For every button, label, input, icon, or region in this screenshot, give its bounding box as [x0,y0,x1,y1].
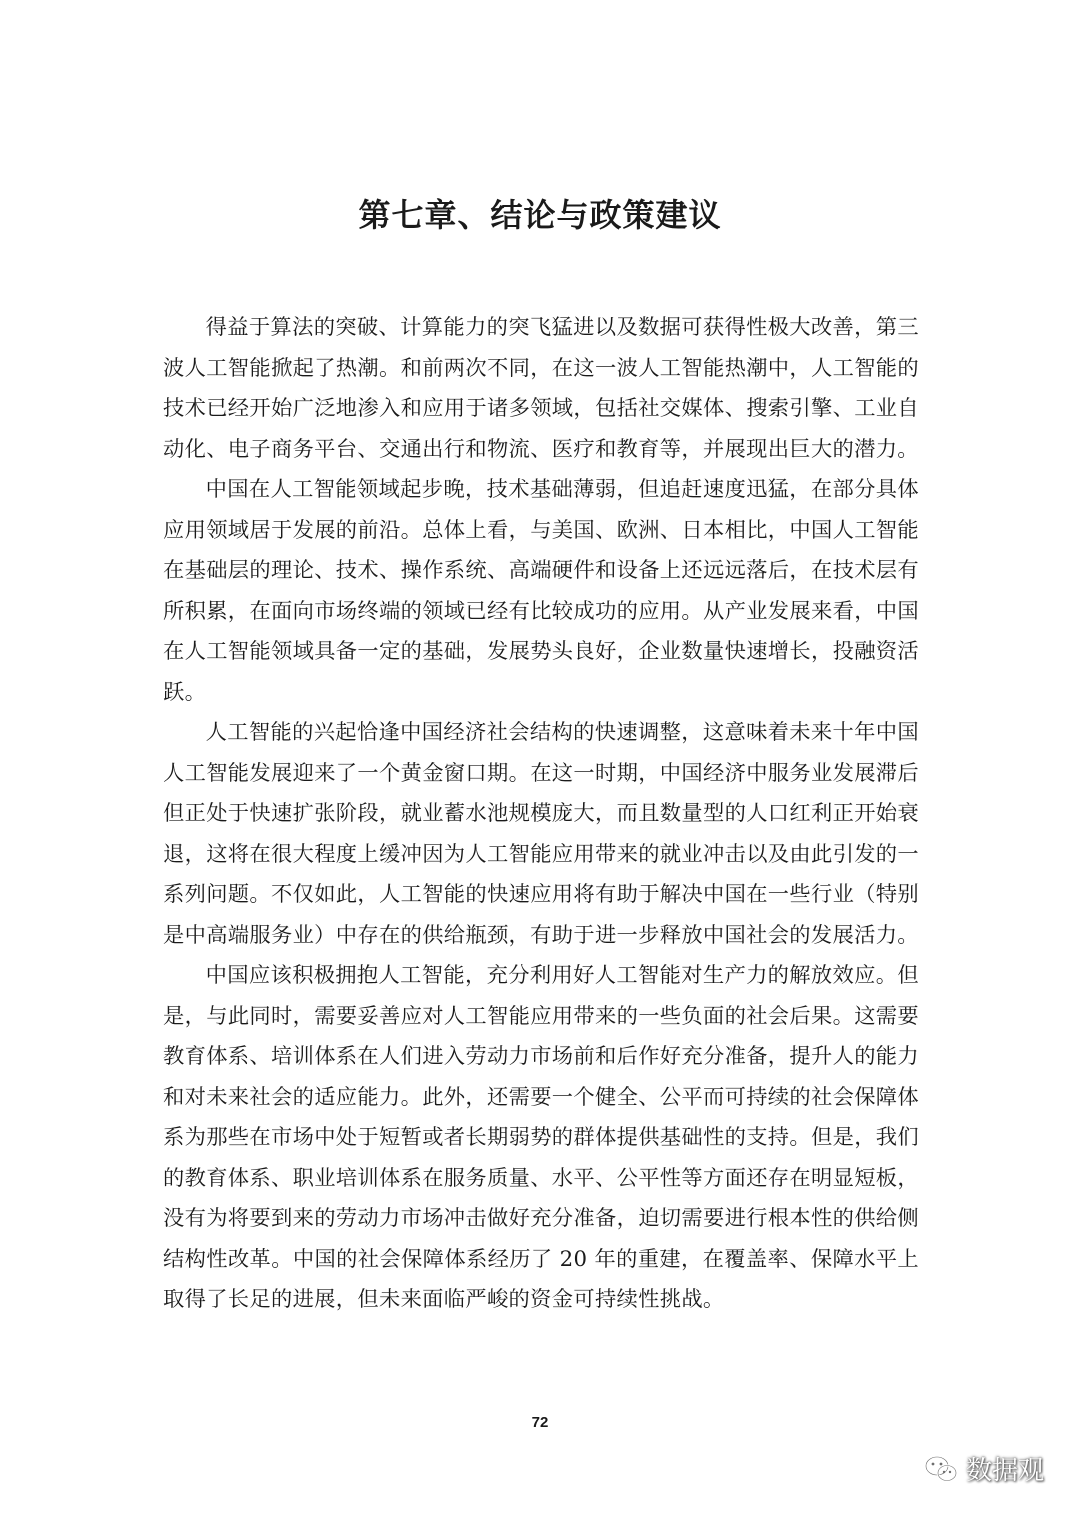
watermark [924,1450,1044,1487]
body-text [163,308,919,1321]
paragraph-2: 中国在人工智能领域起步晚，技术基础薄弱，但追赶速度迅猛，在部分具体应用领域居于发展的前沿。总体上看，与美国、欧洲、日本相比，中国人工智能在基础层的理论、技术、操作系统、高端硬件和设备上还远远落后，在技术层有所积累，在面向市场终端的领域已经有比较成功的应用。从产业发展来看，中国在人工智能领域具备一定的基础，发展势头良好，企业数量快速增长，投融资活跃。 [163,477,919,705]
paragraph-1: 得益于算法的突破、计算能力的突飞猛进以及数据可获得性极大改善，第三波人工智能掀起了热潮。和前两次不同，在这一波人工智能热潮中，人工智能的技术已经开始广泛地渗入和应用于诸多领域，包括社交媒体、搜索引擎、工业自动化、电子商务平台、交通出行和物流、医疗和教育等，并展现出巨大的潜力。 [163,315,919,462]
page-number: 72 [531,1414,549,1431]
paragraph-4: 中国应该积极拥抱人工智能，充分利用好人工智能对生产力的解放效应。但是，与此同时，需要妥善应对人工智能应用带来的一些负面的社会后果。这需要教育体系、培训体系在人们进入劳动力市场前和后作好充分准备，提升人的能力和对未来社会的适应能力。此外，还需要一个健全、公平而可持续的社会保障体系为那些在市场中处于短暂或者长期弱势的群体提供基础性的支持。但是，我们的教育体系、职业培训体系在服务质量、水平、公平性等方面还存在明显短板，没有为将要到来的劳动力市场冲击做好充分准备，迫切需要进行根本性的供给侧结构性改革。中国的社会保障体系经历了 20 年的重建，在覆盖率、保障水平上取得了长足的进展，但未来面临严峻的资金可持续性挑战。 [163,963,919,1312]
watermark-label: 数据观 [965,1456,1044,1486]
wechat-icon [924,1454,958,1484]
chapter-title: 第七章、结论与政策建议 [358,196,722,234]
paragraph-3: 人工智能的兴起恰逢中国经济社会结构的快速调整，这意味着未来十年中国人工智能发展迎来了一个黄金窗口期。在这一时期，中国经济中服务业发展滞后但正处于快速扩张阶段，就业蓄水池规模庞大，而且数量型的人口红利正开始衰退，这将在很大程度上缓冲因为人工智能应用带来的就业冲击以及由此引发的一系列问题。不仅如此，人工智能的快速应用将有助于解决中国在一些行业（特别是中高端服务业）中存在的供给瓶颈，有助于进一步释放中国社会的发展活力。 [163,720,919,948]
